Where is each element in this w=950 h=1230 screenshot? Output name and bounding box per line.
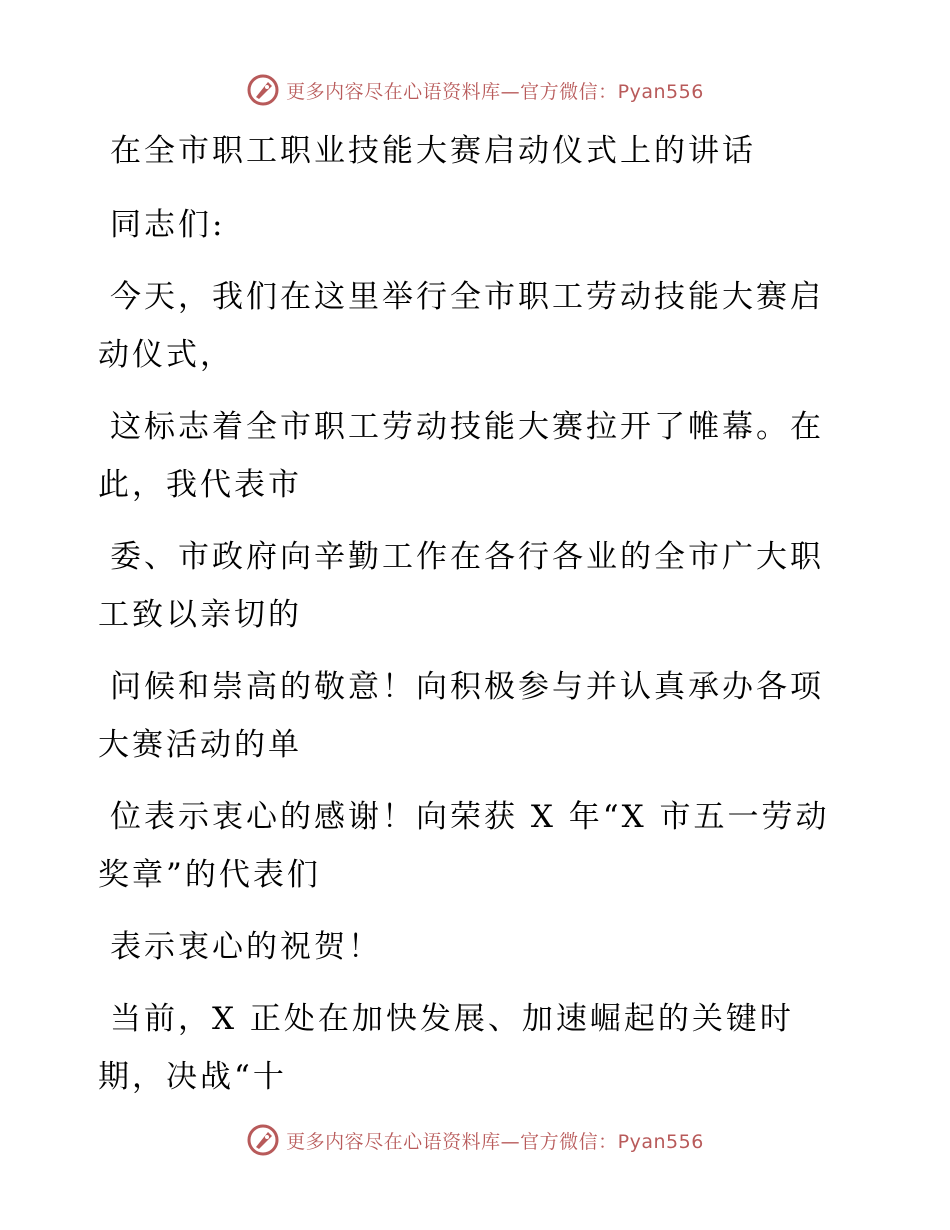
pen-nib-circle-icon — [246, 73, 280, 107]
paragraph-line: 今天，我们在这里举行全市职工劳动技能大赛启 — [110, 279, 824, 315]
paragraph-line: 期，决战“十 — [98, 1059, 287, 1095]
paragraph-line: 当前，X 正处在加快发展、加速崛起的关键时 — [110, 1001, 794, 1037]
header-watermark — [0, 70, 950, 110]
document-title: 在全市职工职业技能大赛启动仪式上的讲话 — [110, 133, 756, 169]
paragraph-line: 动仪式， — [98, 337, 234, 373]
paragraph-line: 问候和崇高的敬意！向积极参与并认真承办各项 — [110, 669, 824, 705]
document-body — [98, 122, 858, 1106]
paragraph-line: 奖章”的代表们 — [98, 857, 321, 893]
watermark-text: 更多内容尽在心语资料库—官方微信：Pyan556 — [286, 80, 704, 103]
paragraph-line: 此，我代表市 — [98, 467, 302, 503]
paragraph-line: 工致以亲切的 — [98, 597, 302, 633]
paragraph-line: 这标志着全市职工劳动技能大赛拉开了帷幕。在 — [110, 409, 824, 445]
footer-watermark — [0, 1120, 950, 1160]
paragraph-line: 表示衷心的祝贺！ — [110, 929, 382, 965]
paragraph-line: 委、市政府向辛勤工作在各行各业的全市广大职 — [110, 539, 824, 575]
salutation: 同志们: — [110, 207, 226, 243]
pen-nib-circle-icon — [246, 1123, 280, 1157]
paragraph-line: 大赛活动的单 — [98, 727, 302, 763]
watermark-text: 更多内容尽在心语资料库—官方微信：Pyan556 — [286, 1130, 704, 1153]
paragraph-line: 位表示衷心的感谢！向荣获 X 年“X 市五一劳动 — [110, 799, 830, 835]
